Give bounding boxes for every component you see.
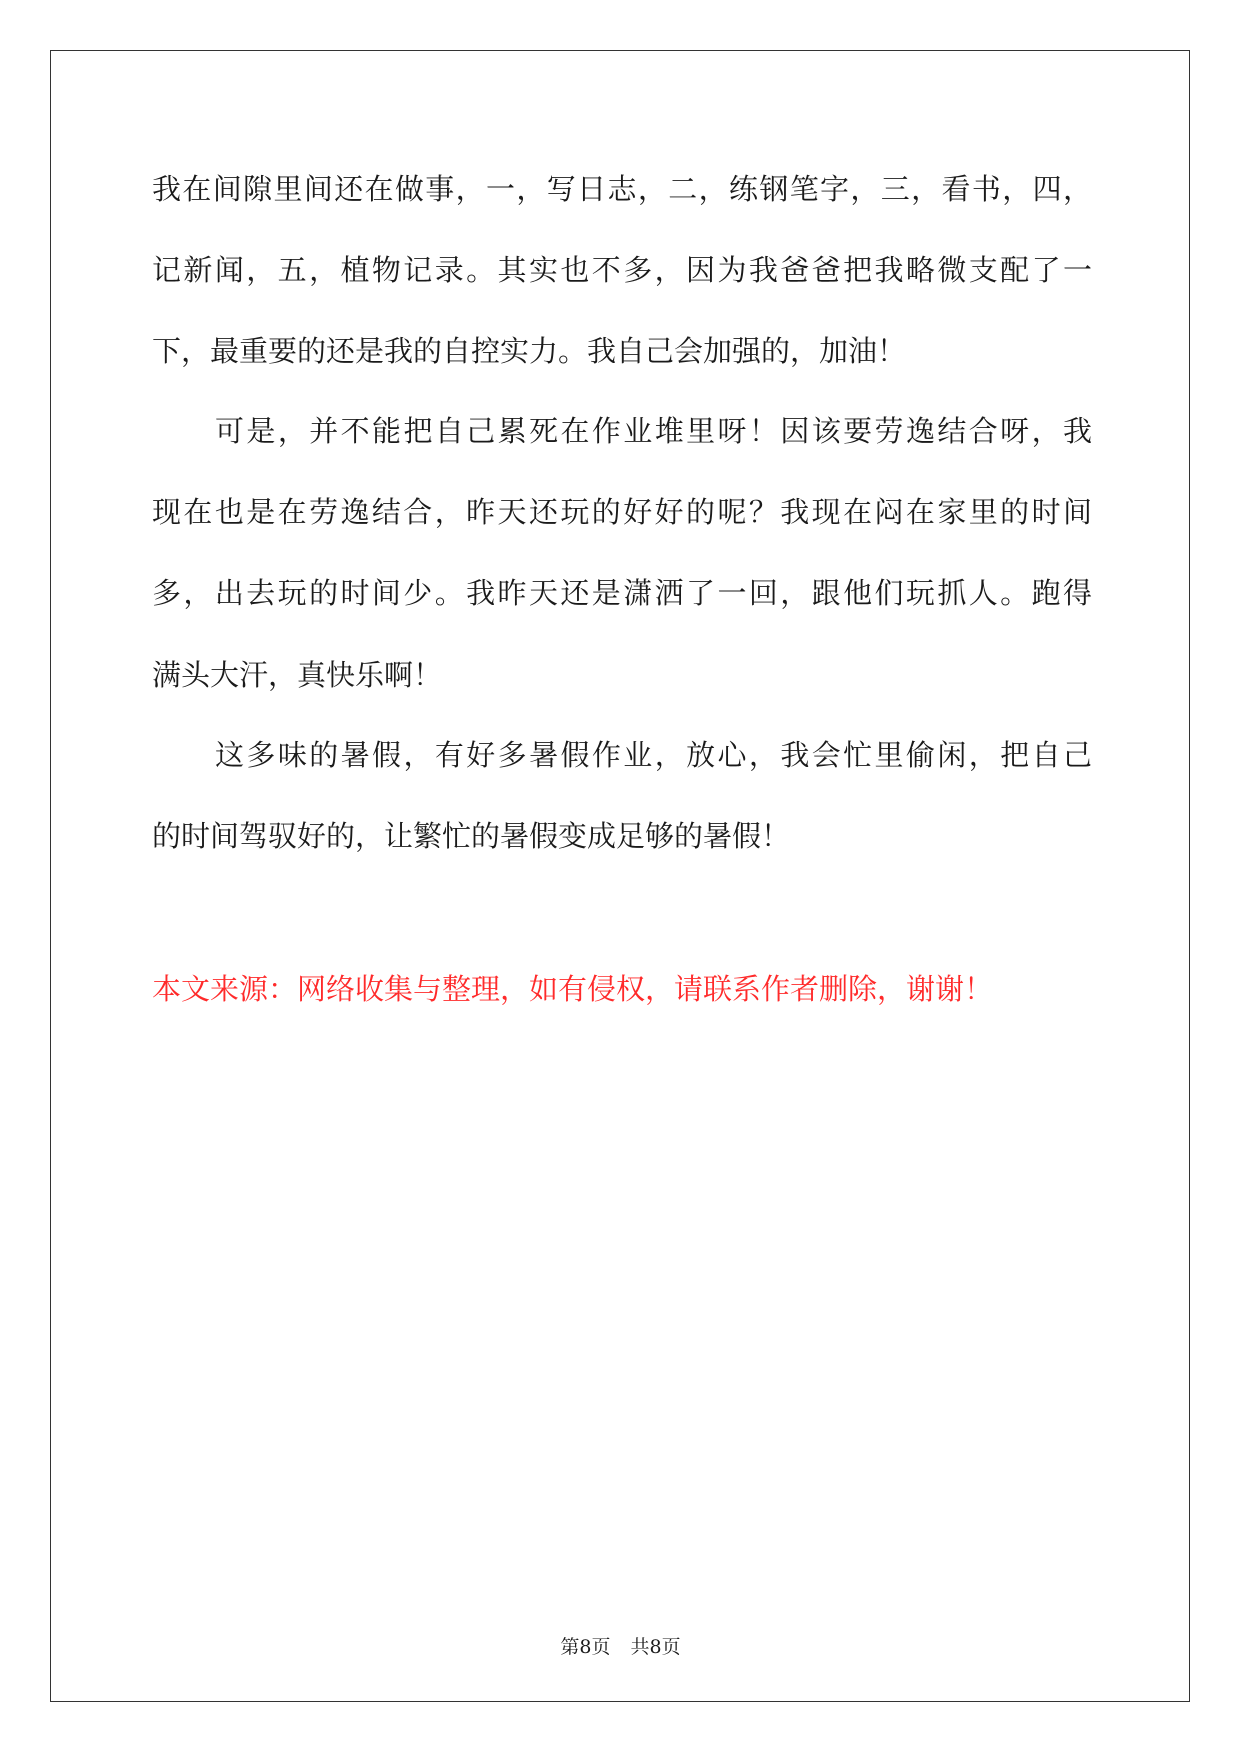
paragraph-2-line-1: 可是，并不能把自己累死在作业堆里呀！因该要劳逸结合呀，我 [215, 414, 1092, 448]
paragraph-2-line-2: 现在也是在劳逸结合，昨天还玩的好好的呢？我现在闷在家里的时间 [152, 495, 1092, 529]
source-note: 本文来源：网络收集与整理，如有侵权，请联系作者删除，谢谢！ [152, 972, 994, 1006]
paragraph-1-line-2: 记新闻，五，植物记录。其实也不多，因为我爸爸把我略微支配了一 [152, 253, 1092, 287]
page-number-current: 第8页 [560, 1636, 611, 1658]
page-frame [50, 50, 1190, 1702]
paragraph-3-line-1: 这多味的暑假，有好多暑假作业，放心，我会忙里偷闲，把自己 [215, 738, 1092, 772]
page-number-total: 共8页 [630, 1636, 681, 1658]
paragraph-2-line-4: 满头大汗，真快乐啊！ [152, 658, 443, 692]
paragraph-2-line-3: 多，出去玩的时间少。我昨天还是潇洒了一回，跟他们玩抓人。跑得 [152, 576, 1092, 610]
paragraph-1-line-1: 我在间隙里间还在做事，一，写日志，二，练钢笔字，三，看书，四， [152, 172, 1092, 206]
paragraph-1-line-3: 下，最重要的还是我的自控实力。我自己会加强的，加油！ [152, 334, 907, 368]
page-footer [0, 1635, 1241, 1659]
paragraph-3-line-2: 的时间驾驭好的，让繁忙的暑假变成足够的暑假！ [152, 819, 791, 853]
